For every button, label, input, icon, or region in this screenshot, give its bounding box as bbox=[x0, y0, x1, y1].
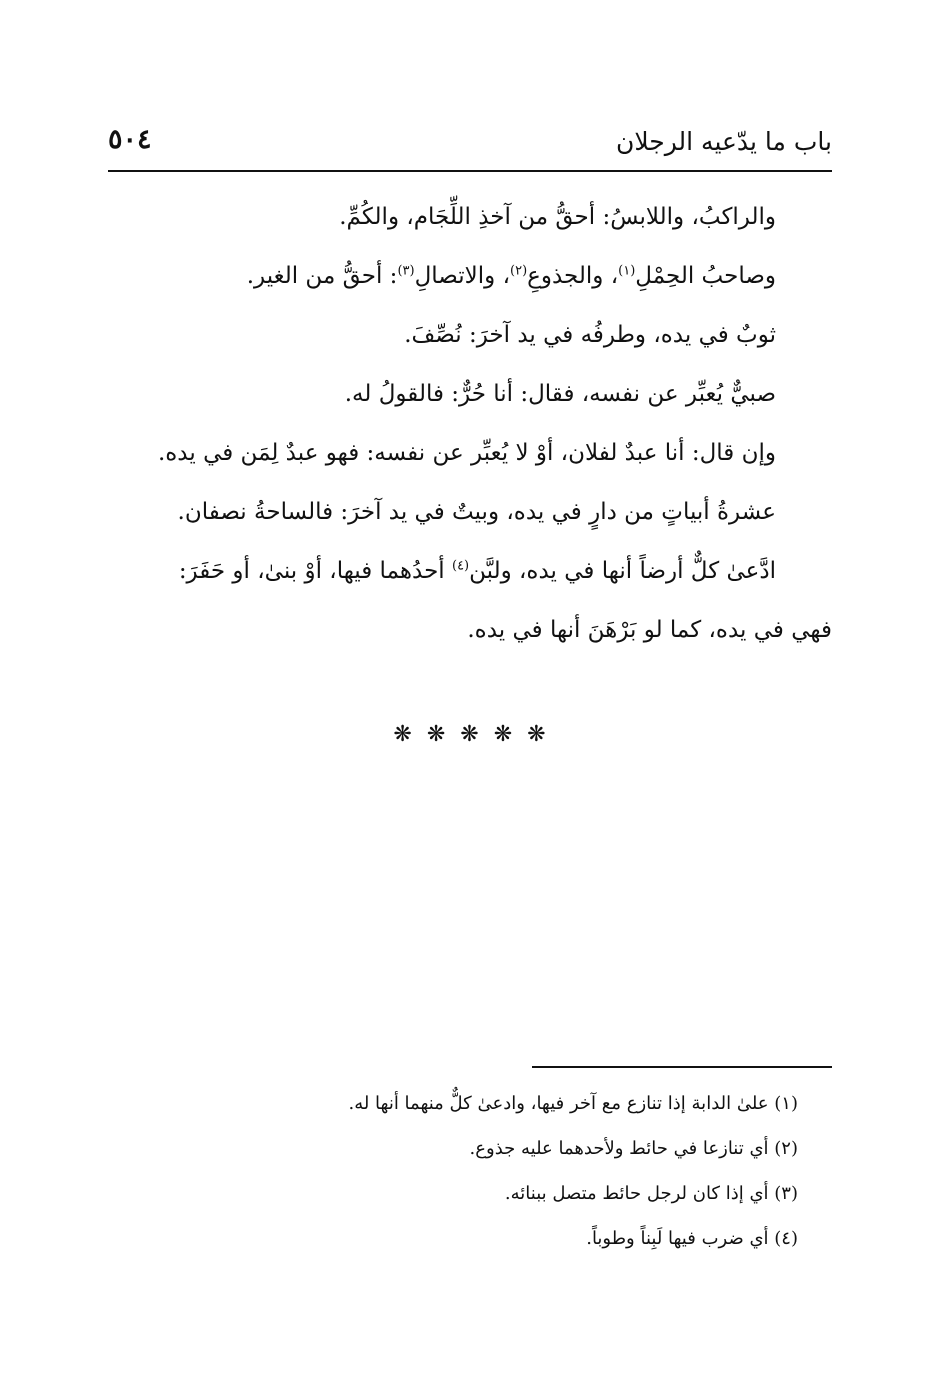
section-separator: ❋ ❋ ❋ ❋ ❋ bbox=[393, 722, 550, 747]
paragraph-land-claim bbox=[108, 542, 832, 660]
paragraph-house-rooms: عشرةُ أبياتٍ من دارٍ في يده، وبيتٌ في يد آخرَ: فالساحةُ نصفان. bbox=[177, 499, 776, 525]
main-text bbox=[108, 188, 832, 660]
page-number: ٥٠٤ bbox=[108, 124, 152, 155]
footnote-ref-1[interactable]: (١) bbox=[618, 263, 636, 279]
paragraph-boy: صبيٌّ يُعبِّر عن نفسه، فقال: أنا حُرٌّ: فالقولُ له. bbox=[344, 381, 776, 407]
footnote-2: (٢) أي تنازعا في حائط ولأحدهما عليه جذوع. bbox=[469, 1138, 798, 1159]
running-header bbox=[108, 112, 832, 170]
header-rule bbox=[108, 170, 832, 172]
paragraph-slave-claim: وإن قال: أنا عبدٌ لفلان، أوْ لا يُعبِّر عن نفسه: فهو عبدٌ لِمَن في يده. bbox=[157, 440, 776, 466]
paragraph-text: وصاحبُ الحِمْلِ bbox=[635, 263, 776, 289]
paragraph-line bbox=[108, 542, 776, 601]
footnotes bbox=[108, 1081, 798, 1261]
footnote-4: (٤) أي ضرب فيها لَبِناً وطوباً. bbox=[586, 1228, 798, 1249]
paragraph-text: ادَّعىٰ كلٌّ أرضاً أنها في يده، ولبَّن bbox=[469, 558, 776, 584]
paragraph-text: أحدُهما فيها، أوْ بنىٰ، أو حَفَرَ: bbox=[178, 558, 452, 584]
footnote-rule bbox=[532, 1066, 832, 1068]
paragraph-rider: والراكبُ، واللابسُ: أحقُّ من آخذِ اللِّجَام، والكُمِّ. bbox=[339, 204, 776, 230]
paragraph-text: ، والجذوعِ bbox=[527, 263, 619, 289]
paragraph-load-owner bbox=[108, 247, 832, 306]
footnote-ref-2[interactable]: (٢) bbox=[510, 263, 528, 279]
footnote-ref-3[interactable]: (٣) bbox=[397, 263, 415, 279]
paragraph-text: : أحقُّ من الغير. bbox=[246, 263, 398, 289]
chapter-title: باب ما يدّعيه الرجلان bbox=[616, 127, 832, 156]
paragraph-text: ، والاتصالِ bbox=[414, 263, 510, 289]
footnote-ref-4[interactable]: (٤) bbox=[451, 558, 470, 574]
footnote-3: (٣) أي إذا كان لرجل حائط متصل ببنائه. bbox=[504, 1183, 798, 1204]
footnote-1: (١) علىٰ الدابة إذا تنازع مع آخر فيها، وادعىٰ كلٌّ منهما أنها له. bbox=[348, 1093, 798, 1114]
paragraph-line: فهي في يده، كما لو بَرْهَنَ أنها في يده. bbox=[467, 617, 832, 643]
paragraph-garment: ثوبٌ في يده، وطرفُه في يد آخرَ: نُصِّفَ. bbox=[404, 322, 776, 348]
